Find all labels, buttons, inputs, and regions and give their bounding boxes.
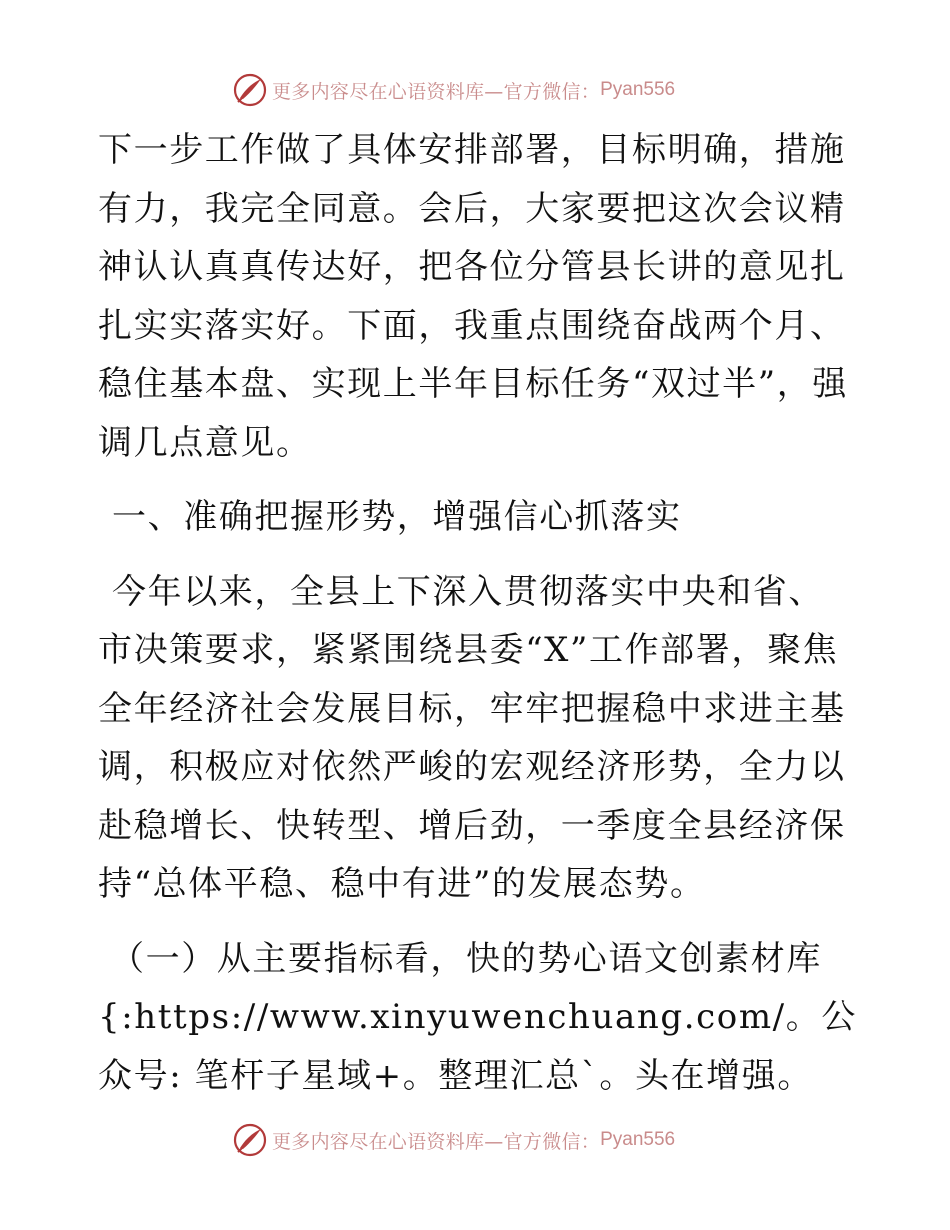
section-heading: 一、准确把握形势，增强信心抓落实	[112, 497, 682, 537]
watermark-banner-bottom	[232, 1120, 675, 1160]
watermark-wechat-id: Pyan556	[600, 1129, 676, 1150]
body-paragraph: （一）从主要指标看，快的势心语文创素材库{:https://www.xinyuwenchuang.com/。公众号: 笔杆子星域+。整理汇总`。头在增强。	[98, 938, 857, 1096]
watermark-text: 更多内容尽在心语资料库—官方微信：	[272, 80, 601, 103]
watermark-banner-top	[232, 70, 675, 110]
watermark-text: 更多内容尽在心语资料库—官方微信：	[272, 1130, 601, 1153]
document-body	[98, 121, 858, 1105]
quill-seal-icon	[232, 1122, 268, 1158]
quill-seal-icon	[232, 72, 268, 108]
body-paragraph: 下一步工作做了具体安排部署，目标明确，措施有力，我完全同意。会后，大家要把这次会议精神认认真真传达好，把各位分管县长讲的意见扎扎实实落实好。下面，我重点围绕奋战两个月、稳住基本盘、实现上半年目标任务“双过半”，强调几点意见。	[98, 130, 848, 463]
watermark-wechat-id: Pyan556	[600, 79, 676, 100]
body-paragraph: 今年以来，全县上下深入贯彻落实中央和省、市决策要求，紧紧围绕县委“X”工作部署，聚焦全年经济社会发展目标，牢牢把握稳中求进主基调，积极应对依然严峻的宏观经济形势，全力以赴稳增长、快转型、增后劲，一季度全县经济保持“总体平稳、稳中有进”的发展态势。	[98, 571, 846, 904]
